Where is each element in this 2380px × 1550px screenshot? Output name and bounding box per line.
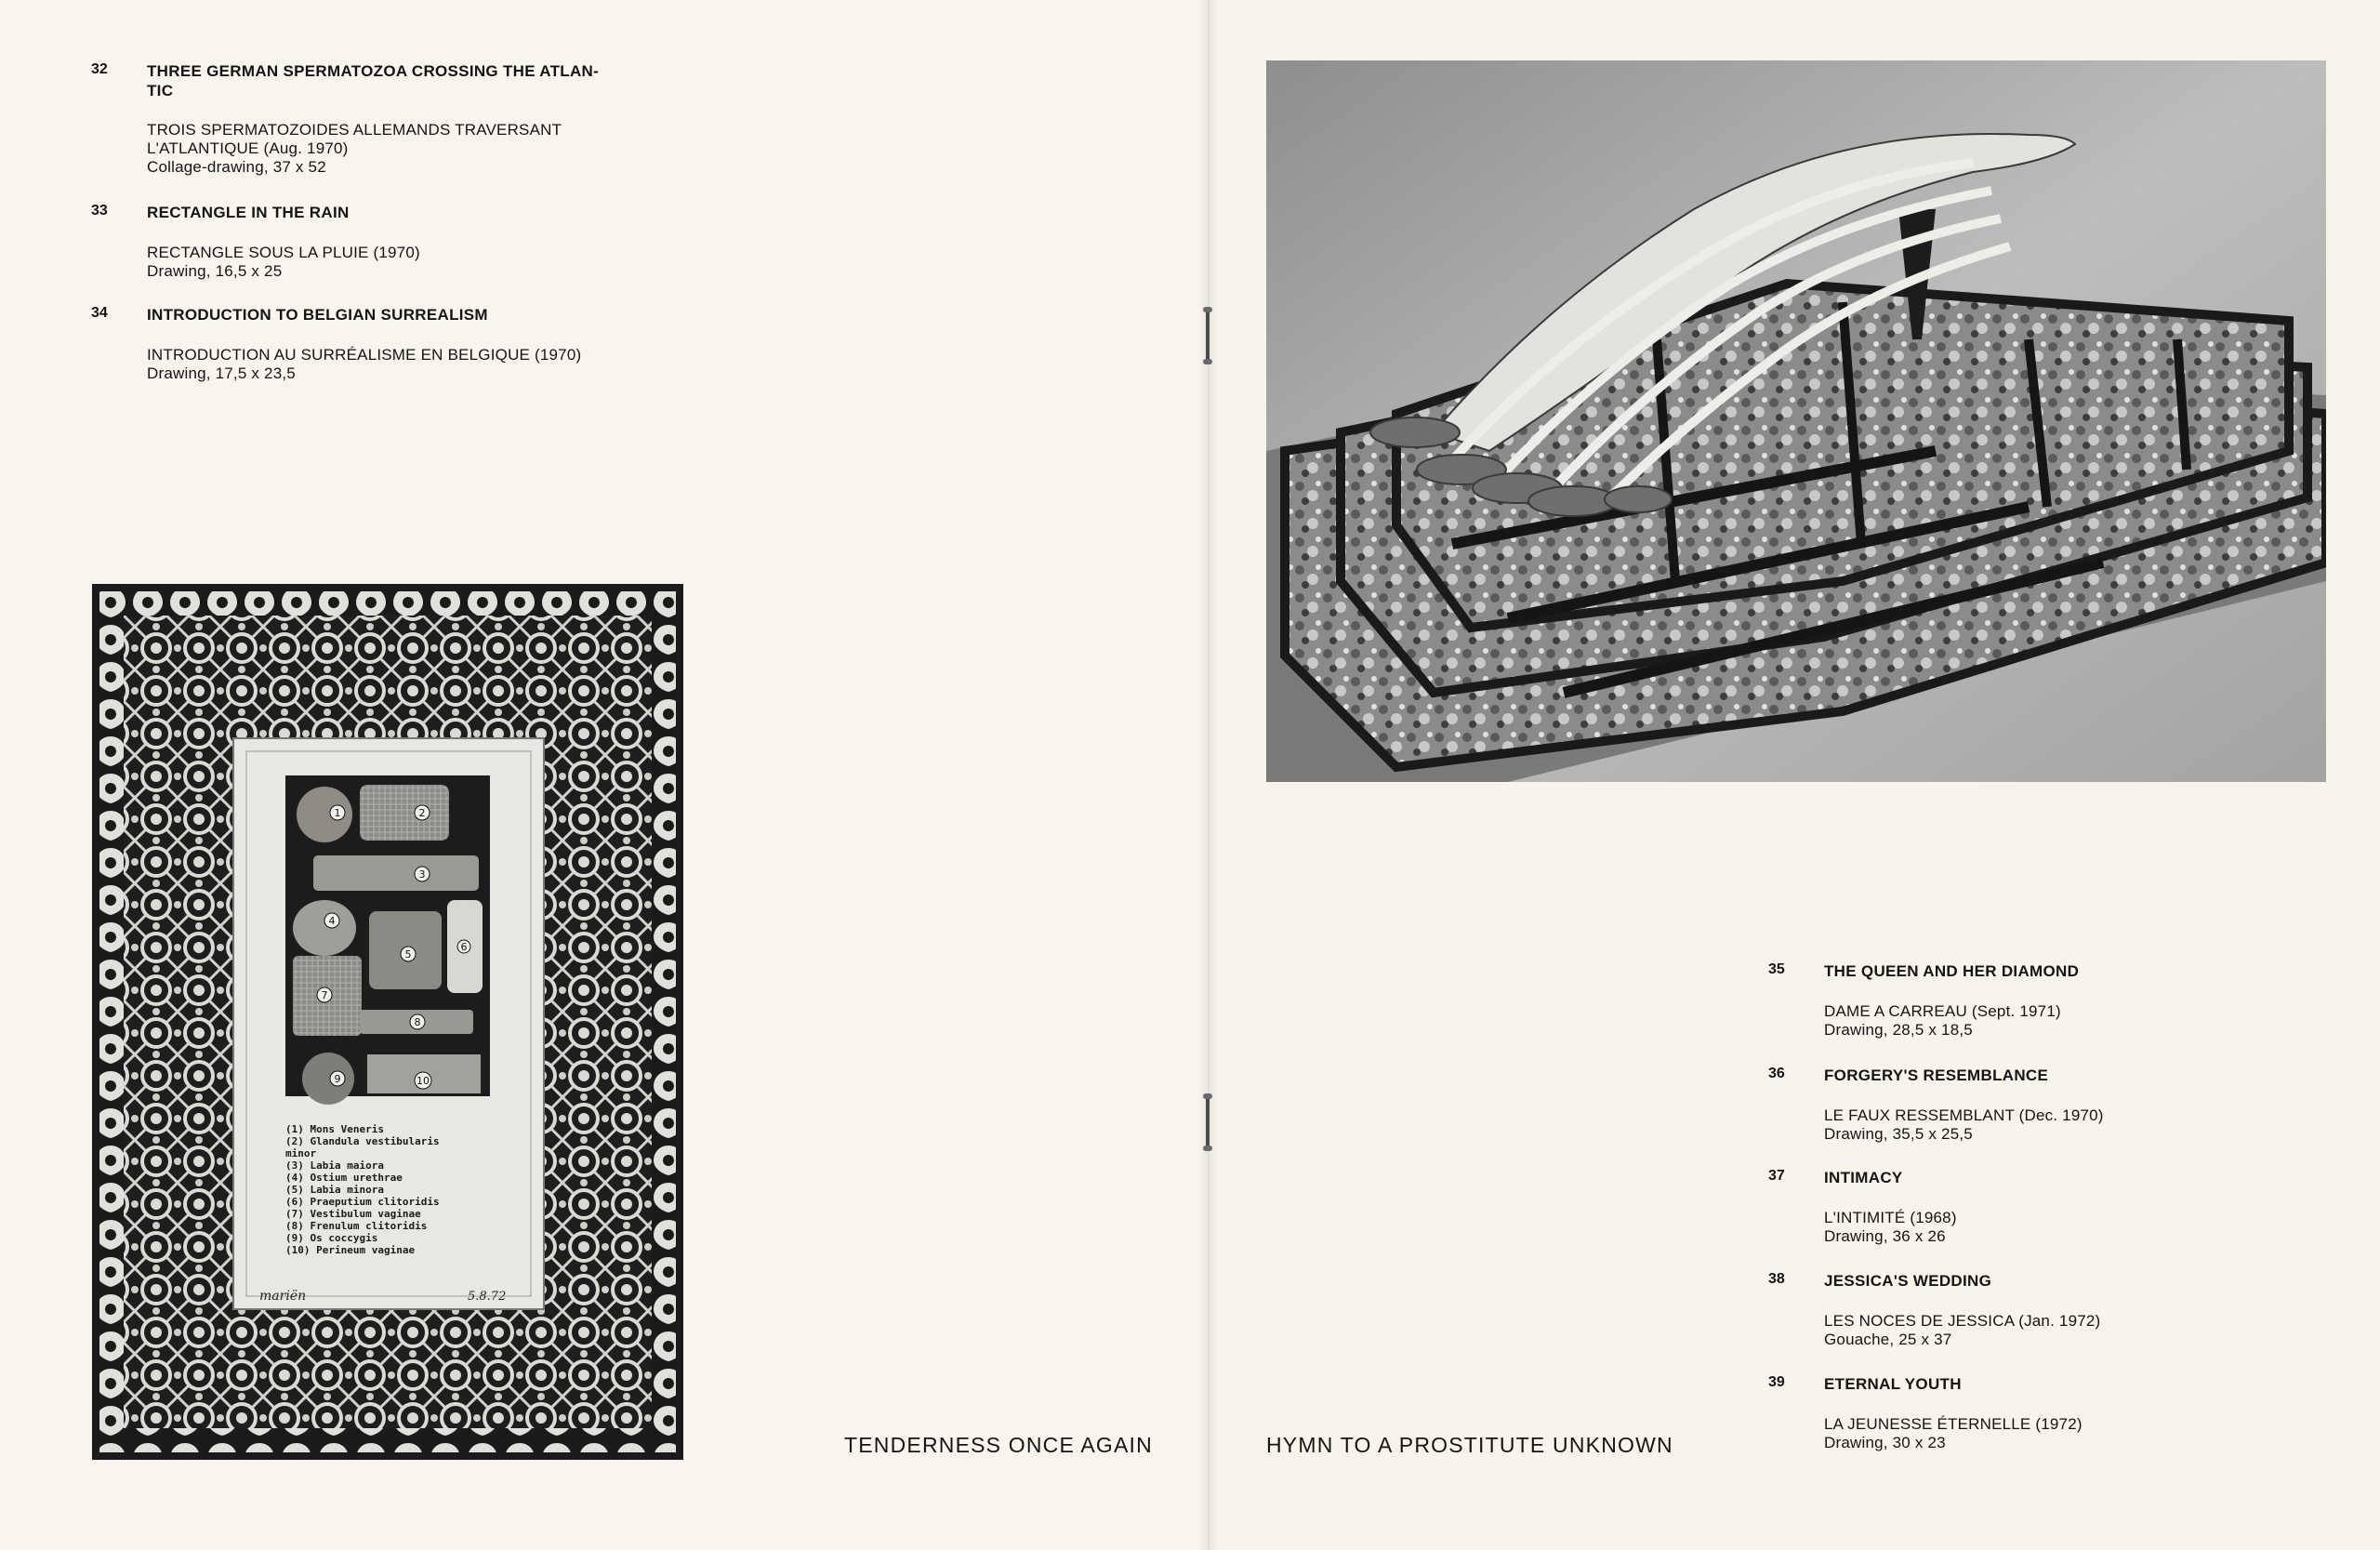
entry-title: ETERNAL YOUTH bbox=[1824, 1375, 1962, 1393]
catalogue-entry-34 bbox=[91, 305, 742, 382]
entry-desc-line: INTRODUCTION AU SURRÉALISME EN BELGIQUE (1970) bbox=[147, 346, 582, 364]
entry-desc-line: Drawing, 30 x 23 bbox=[1824, 1434, 1946, 1451]
entry-title: THE QUEEN AND HER DIAMOND bbox=[1824, 962, 2080, 980]
entry-desc-line: LA JEUNESSE ÉTERNELLE (1972) bbox=[1824, 1415, 2082, 1433]
entry-description bbox=[1824, 1002, 2252, 1040]
entry-number: 39 bbox=[1768, 1374, 1785, 1390]
entry-desc-line: L'ATLANTIQUE (Aug. 1970) bbox=[147, 139, 349, 157]
catalogue-entry-38 bbox=[1768, 1271, 2289, 1348]
entry-desc-line: Drawing, 35,5 x 25,5 bbox=[1824, 1125, 1973, 1143]
entry-description bbox=[147, 121, 744, 177]
marker-label: 2 bbox=[418, 807, 426, 819]
legend-line: (10) Perineum vaginae bbox=[285, 1244, 416, 1256]
entry-title: JESSICA'S WEDDING bbox=[1824, 1272, 1992, 1290]
legend-line: (9) Os coccygis bbox=[285, 1232, 378, 1244]
doily-collage-image bbox=[92, 584, 683, 1460]
marker-label: 4 bbox=[328, 915, 336, 927]
marker-label: 7 bbox=[321, 989, 328, 1001]
entry-desc-line: Gouache, 25 x 37 bbox=[1824, 1331, 1952, 1348]
entry-number: 34 bbox=[91, 305, 108, 321]
entry-number: 36 bbox=[1768, 1066, 1785, 1081]
artwork-hand-on-bricks bbox=[1266, 60, 2326, 782]
entry-title: INTIMACY bbox=[1824, 1169, 1903, 1186]
entry-desc-line: TROIS SPERMATOZOIDES ALLEMANDS TRAVERSANT bbox=[147, 121, 562, 139]
caption-hymn-to-a-prostitute-unknown: HYMN TO A PROSTITUTE UNKNOWN bbox=[1266, 1433, 1673, 1457]
legend-line: minor bbox=[285, 1147, 317, 1159]
entry-number: 32 bbox=[91, 61, 108, 77]
entry-description bbox=[1824, 1312, 2252, 1349]
entry-description bbox=[1824, 1209, 2252, 1246]
entry-number: 33 bbox=[91, 203, 108, 219]
artwork-doily-collage bbox=[92, 584, 683, 1460]
entry-title-line: RECTANGLE IN THE RAIN bbox=[147, 204, 350, 221]
legend-line: (3) Labia maiora bbox=[285, 1159, 384, 1172]
entry-desc-line: RECTANGLE SOUS LA PLUIE (1970) bbox=[147, 244, 420, 261]
catalogue-entry-33 bbox=[91, 203, 742, 280]
entry-description bbox=[1824, 1415, 2252, 1452]
marker-label: 5 bbox=[404, 948, 412, 960]
entry-desc-line: LE FAUX RESSEMBLANT (Dec. 1970) bbox=[1824, 1106, 2104, 1124]
legend-line: (7) Vestibulum vaginae bbox=[285, 1208, 421, 1220]
entry-title: FORGERY'S RESEMBLANCE bbox=[1824, 1066, 2049, 1084]
catalogue-entry-35 bbox=[1768, 961, 2289, 1039]
entry-number: 38 bbox=[1768, 1271, 1785, 1287]
entry-title-line: THREE GERMAN SPERMATOZOA CROSSING THE ATLAN- bbox=[147, 62, 600, 80]
entry-number: 35 bbox=[1768, 961, 1785, 977]
hand-on-bricks-image bbox=[1266, 60, 2326, 782]
entry-desc-line: Drawing, 28,5 x 18,5 bbox=[1824, 1021, 1973, 1039]
catalogue-entry-39 bbox=[1768, 1374, 2289, 1449]
entry-title bbox=[147, 305, 744, 325]
marker-label: 10 bbox=[416, 1075, 430, 1087]
entry-desc-line: Drawing, 36 x 26 bbox=[1824, 1227, 1946, 1245]
staple-top bbox=[1203, 307, 1212, 364]
staple-bottom bbox=[1203, 1093, 1212, 1151]
entry-description bbox=[147, 244, 744, 281]
entry-title bbox=[147, 61, 744, 100]
book-gutter bbox=[1197, 0, 1220, 1550]
entry-desc-line: LES NOCES DE JESSICA (Jan. 1972) bbox=[1824, 1312, 2101, 1330]
entry-desc-line: Collage-drawing, 37 x 52 bbox=[147, 158, 326, 176]
legend-line: (5) Labia minora bbox=[285, 1184, 384, 1196]
legend-line: (4) Ostium urethrae bbox=[285, 1172, 403, 1184]
legend-line: (2) Glandula vestibularis bbox=[285, 1135, 440, 1147]
entry-number: 37 bbox=[1768, 1168, 1785, 1184]
entry-desc-line: DAME A CARREAU (Sept. 1971) bbox=[1824, 1002, 2061, 1020]
artwork-date: 5.8.72 bbox=[468, 1290, 507, 1304]
legend-line: (8) Frenulum clitoridis bbox=[285, 1220, 428, 1232]
entry-desc-line: L'INTIMITÉ (1968) bbox=[1824, 1209, 1957, 1226]
marker-label: 9 bbox=[334, 1073, 341, 1085]
catalogue-entry-36 bbox=[1768, 1066, 2289, 1143]
entry-desc-line: Drawing, 16,5 x 25 bbox=[147, 262, 283, 280]
catalogue-entry-37 bbox=[1768, 1168, 2289, 1245]
catalogue-entry-32 bbox=[91, 61, 742, 182]
entry-title-line: INTRODUCTION TO BELGIAN SURREALISM bbox=[147, 306, 488, 324]
legend-line: (6) Praeputium clitoridis bbox=[285, 1196, 440, 1208]
artist-signature: mariën bbox=[259, 1289, 307, 1304]
marker-label: 6 bbox=[460, 941, 468, 953]
entry-title-line: TIC bbox=[147, 82, 174, 99]
entry-title bbox=[147, 203, 744, 222]
marker-label: 1 bbox=[334, 807, 341, 819]
entry-description bbox=[1824, 1106, 2252, 1144]
caption-tenderness-once-again: TENDERNESS ONCE AGAIN bbox=[844, 1433, 1153, 1457]
entry-description bbox=[147, 346, 744, 383]
entry-desc-line: Drawing, 17,5 x 23,5 bbox=[147, 364, 296, 382]
marker-label: 3 bbox=[418, 868, 426, 881]
legend-line: (1) Mons Veneris bbox=[285, 1123, 384, 1135]
marker-label: 8 bbox=[414, 1016, 421, 1028]
